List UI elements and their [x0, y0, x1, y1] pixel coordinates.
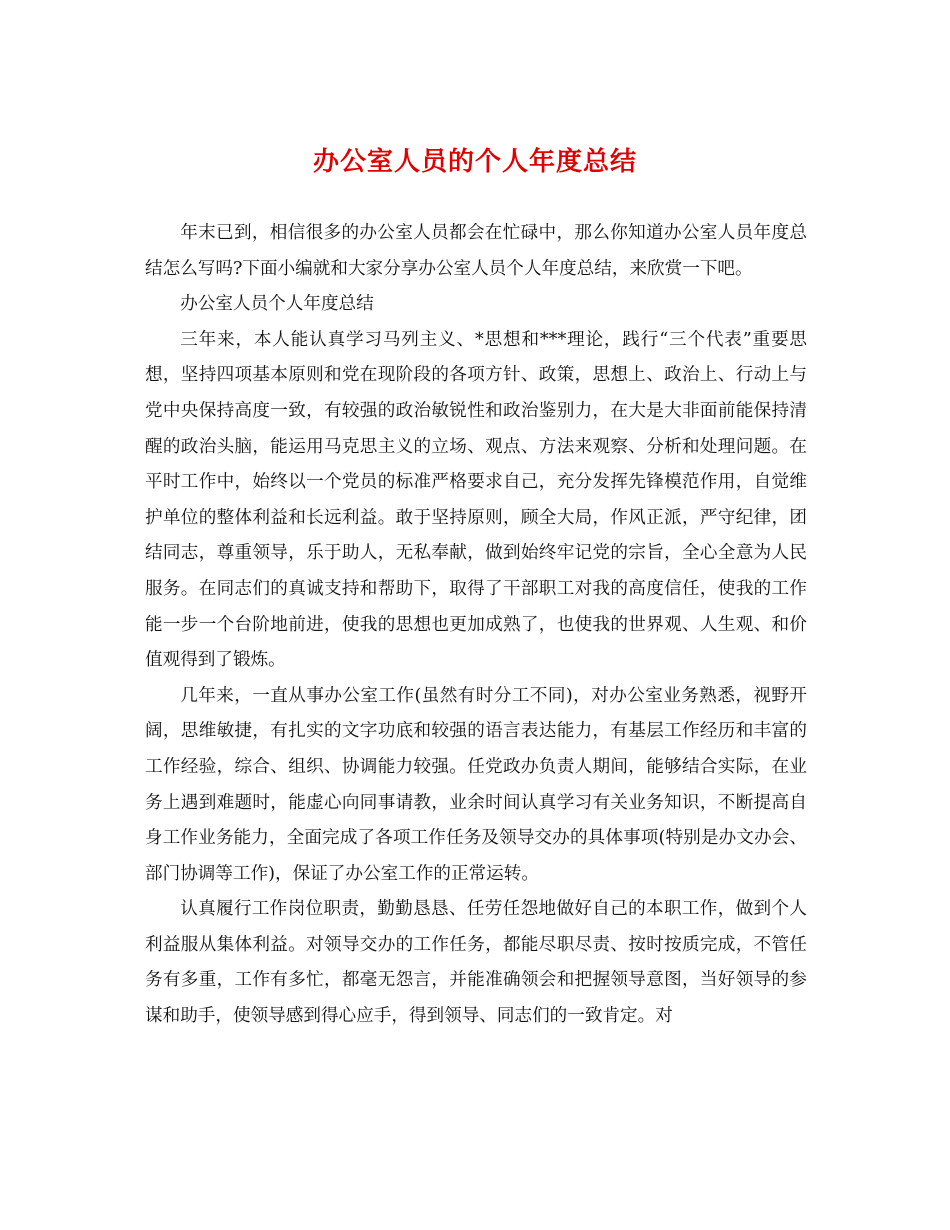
body-paragraph-2: 几年来，一直从事办公室工作(虽然有时分工不同)，对办公室业务熟悉，视野开阔，思维敏捷，有扎实的文字功底和较强的语言表达能力，有基层工作经历和丰富的工作经验，综合、组织、协调能力较强。任党政办负责人期间，能够结合实际，在业务上遇到难题时，能虚心向同事请教，业余时间认真学习有关业务知识，不断提高自身工作业务能力，全面完成了各项工作任务及领导交办的具体事项(特别是办文办会、部门协调等工作)，保证了办公室工作的正常运转。 [145, 685, 807, 884]
section-heading: 办公室人员个人年度总结 [180, 294, 374, 315]
body-paragraph-1: 三年来，本人能认真学习马列主义、*思想和***理论，践行“三个代表”重要思想，坚持四项基本原则和党在现阶段的各项方针、政策，思想上、政治上、行动上与党中央保持高度一致，有较强的政治敏锐性和政治鉴别力，在大是大非面前能保持清醒的政治头脑，能运用马克思主义的立场、观点、方法来观察、分析和处理问题。在平时工作中，始终以一个党员的标准严格要求自己，充分发挥先锋模范作用，自觉维护单位的整体利益和长远利益。敢于坚持原则，顾全大局，作风正派，严守纪律，团结同志，尊重领导，乐于助人，无私奉献，做到始终牢记党的宗旨，全心全意为人民服务。在同志们的真诚支持和帮助下，取得了干部职工对我的高度信任，使我的工作能一步一个台阶地前进，使我的思想也更加成熟了，也使我的世界观、人生观、和价值观得到了锻炼。 [145, 329, 807, 671]
intro-paragraph: 年末已到，相信很多的办公室人员都会在忙碌中，那么你知道办公室人员年度总结怎么写吗?下面小编就和大家分享办公室人员个人年度总结，来欣赏一下吧。 [145, 223, 807, 279]
document-body [145, 216, 807, 1035]
document-title: 办公室人员的个人年度总结 [312, 147, 637, 177]
body-paragraph-3: 认真履行工作岗位职责，勤勤恳恳、任劳任怨地做好自己的本职工作，做到个人利益服从集体利益。对领导交办的工作任务，都能尽职尽责、按时按质完成，不管任务有多重，工作有多忙，都毫无怨言，并能准确领会和把握领导意图，当好领导的参谋和助手，使领导感到得心应手，得到领导、同志们的一致肯定。对 [145, 899, 807, 1027]
